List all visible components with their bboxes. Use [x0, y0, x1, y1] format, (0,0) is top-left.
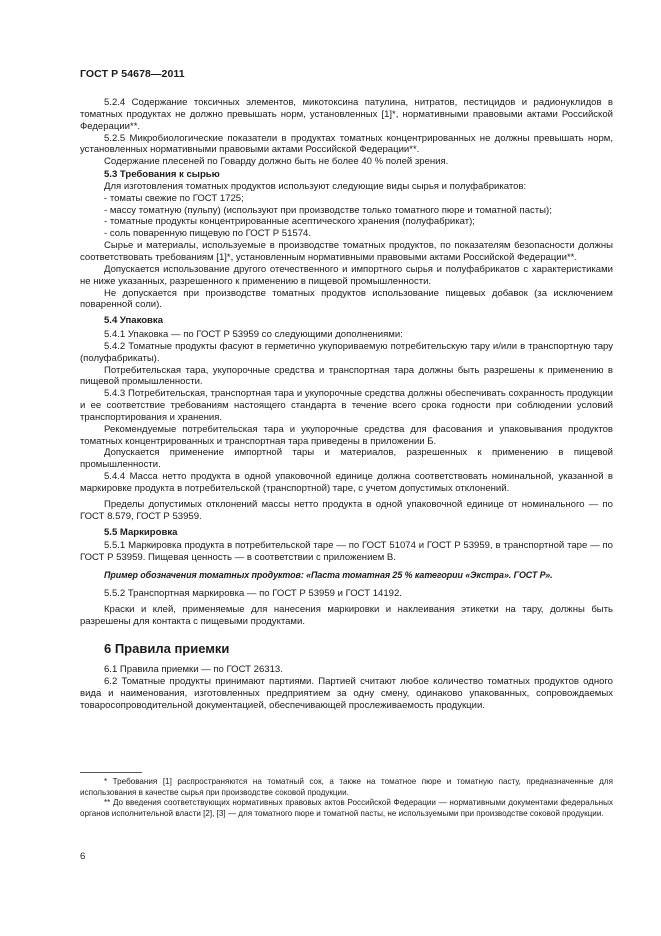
clause-5-2-5: 5.2.5 Микробиологические показатели в продуктах томатных концентрированных не должны превышать норм, установленных нормативными правовыми актами Российской Федерации**. [80, 132, 613, 156]
list-item: - соль поваренную пищевую по ГОСТ Р 51574. [80, 228, 613, 240]
document-header: ГОСТ Р 54678—2011 [80, 68, 185, 80]
list-item: - массу томатную (пульпу) (используют при производстве только томатного пюре и томатной пасты); [80, 205, 613, 217]
section-5-5-heading: 5.5 Маркировка [104, 526, 178, 538]
clause-5-3-safety: Сырье и материалы, используемые в производстве томатных продуктов, по показателям безопасности должны соответствовать требованиям [1]*, установленным нормативными правовыми актами Российской Федерации**. [80, 240, 613, 263]
clause-5-4-2: 5.4.2 Томатные продукты фасуют в герметично укупориваемую потребительскую тару и/или в транспортную тару (полуфабрикаты). [80, 340, 613, 364]
raw-materials-list [80, 193, 613, 240]
example-text: «Паста томатная 25 % категории «Экстра». ГОСТ Р». [306, 570, 553, 581]
section-5-4-heading: 5.4 Упаковка [104, 315, 164, 327]
clause-5-5-2: 5.5.2 Транспортная маркировка — по ГОСТ Р 53959 и ГОСТ 14192. [104, 587, 402, 599]
footnotes [80, 777, 613, 819]
clause-5-3-intro: Для изготовления томатных продуктов используют следующие виды сырья и полуфабрикатов: [104, 180, 527, 192]
clause-5-5-2-paints: Краски и клей, применяемые для нанесения маркировки и наклеивания этикетки на тару, должны быть разрешены для контакта с пищевыми продуктами. [80, 603, 613, 627]
clause-5-2-4: 5.2.4 Содержание токсичных элементов, микотоксина патулина, нитратов, пестицидов и радионуклидов в томатных продуктах не должно превышать норм, установленных [1]*, нормативными правовыми актами Российской Федерации**. [80, 97, 613, 132]
list-item: - томаты свежие по ГОСТ 1725; [80, 193, 613, 205]
clause-5-3-additives: Не допускается при производстве томатных продуктов использование пищевых добавок (за исключением поваренной соли). [80, 287, 613, 311]
clause-5-4-2-tare: Потребительская тара, укупорочные средства и транспортная тара должны быть разрешены к применению в пищевой промышленности. [80, 364, 613, 388]
footnote-2: ** До введения соответствующих нормативных правовых актов Российской Федерации — нормативными документами федеральных органов исполнительной власти [2], [3] — для томатного пюре и томатной пасты, не используемыми при производстве соковой продукции. [80, 798, 613, 818]
clause-5-4-1: 5.4.1 Упаковка — по ГОСТ Р 53959 со следующими дополнениями: [104, 329, 403, 341]
clause-5-4-3-recommended: Рекомендуемые потребительская тара и укупорочные средства для фасования и упаковывания продуктов томатных концентрированных и транспортная тара приведены в приложении Б. [80, 423, 613, 447]
footnote-1: * Требования [1] распространяются на томатный сок, а также на томатное пюре и томатную пасту, предназначенные для использования в качестве сырья при производстве соковой продукции. [80, 777, 613, 797]
clause-5-4-4: 5.4.4 Масса нетто продукта в одной упаковочной единице должна соответствовать номинальной, указанной в маркировке продукта в потребительской (транспортной) таре, с учетом допустимых отклонений. [80, 471, 613, 494]
clause-5-4-3: 5.4.3 Потребительская, транспортная тара и укупорочные средства должны обеспечивать сохранность продукции и ее соответствие требованиям настоящего стандарта в течение всего срока годности при соблюдении условий транспортирования и хранения. [80, 388, 613, 423]
designation-example [80, 570, 613, 582]
mold-requirement: Содержание плесеней по Говарду должно быть не более 40 % полей зрения. [104, 156, 449, 168]
clause-5-4-4-limits: Пределы допустимых отклонений массы нетто продукта в одной упаковочной единице от номинального — по ГОСТ 8.579, ГОСТ Р 53959. [80, 498, 613, 522]
clause-5-3-import: Допускается использование другого отечественного и импортного сырья и полуфабрикатов с характеристиками не ниже указанных, разрешенного к применению в пищевой промышленности. [80, 263, 613, 287]
clause-6-1: 6.1 Правила приемки — по ГОСТ 26313. [104, 664, 283, 676]
list-item: - томатные продукты концентрированные асептического хранения (полуфабрикат); [80, 216, 613, 228]
document-body [80, 97, 613, 712]
section-5-3-heading: 5.3 Требования к сырью [104, 169, 220, 181]
page-number: 6 [80, 851, 86, 862]
section-6-heading: 6 Правила приемки [104, 641, 230, 657]
footnote-separator [80, 772, 142, 773]
clause-6-2: 6.2 Томатные продукты принимают партиями. Партией считают любое количество томатных продуктов одного вида и наименования, изготовленных предприятием за одну смену, одинаково упакованных, сопровождаемых товаросопроводительной документацией, обеспечивающей прослеживаемость продукции. [80, 676, 613, 711]
example-label: Пример обозначения томатных продуктов: [104, 570, 304, 581]
clause-5-5-1: 5.5.1 Маркировка продукта в потребительской таре — по ГОСТ 51074 и ГОСТ Р 53959, в транспортной таре — по ГОСТ Р 53959. Пищевая ценность — в соответствии с приложением В. [80, 540, 613, 564]
clause-5-4-3-import: Допускается применение импортной тары и материалов, разрешенных к применению в пищевой промышленности. [80, 447, 613, 471]
